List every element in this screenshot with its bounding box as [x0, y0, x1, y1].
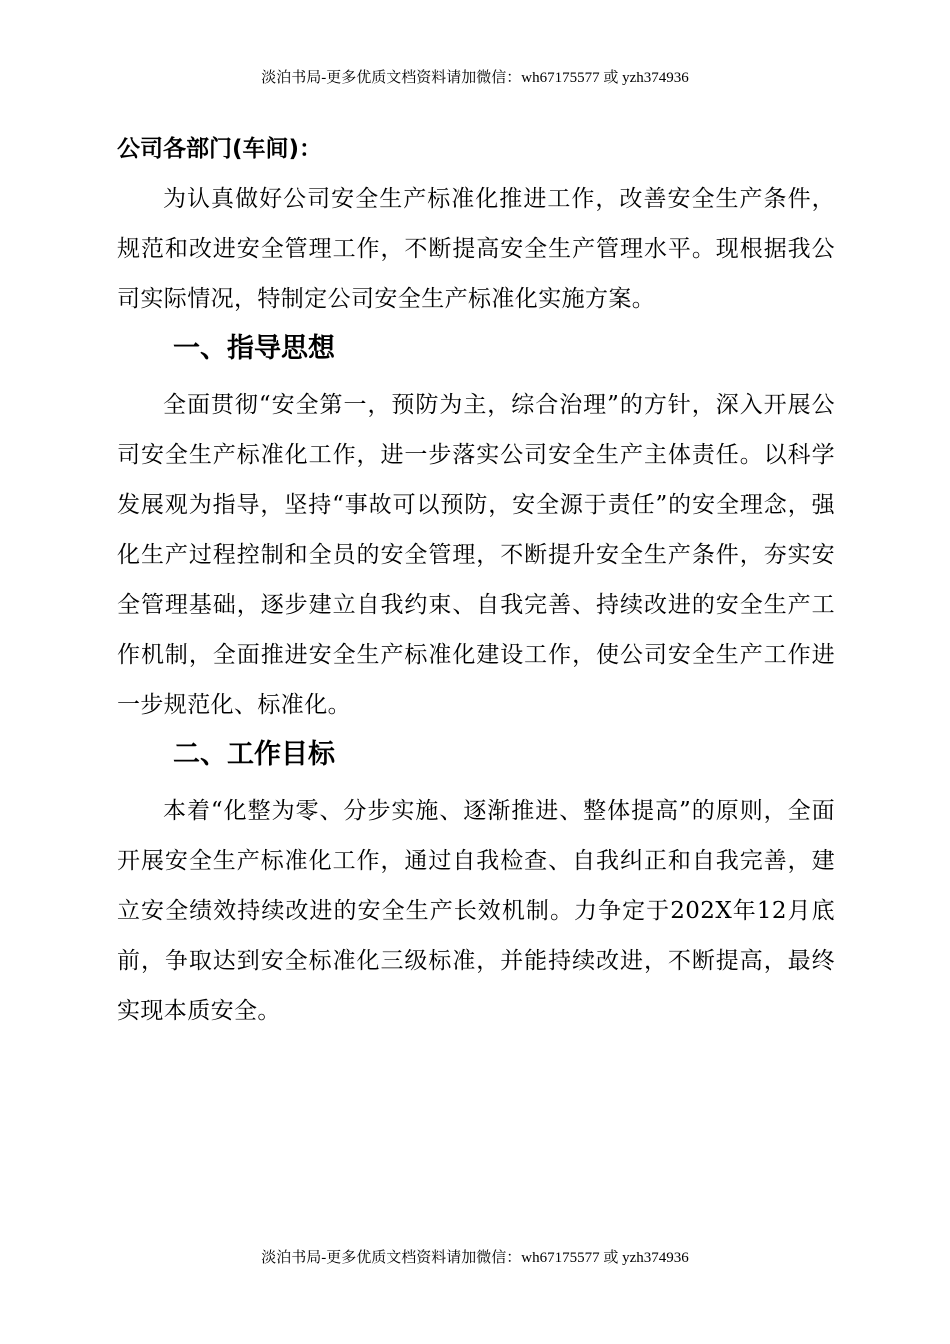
page-footer: 淡泊书局-更多优质文档资料请加微信：wh67175577 或 yzh374936 [261, 1250, 689, 1266]
section-heading-guiding-ideology: 一、指导思想 [173, 333, 335, 364]
intro-paragraph: 为认真做好公司安全生产标准化推进工作，改善安全生产条件，规范和改进安全管理工作，不断提高安全生产管理水平。现根据我公司实际情况，特制定公司安全生产标准化实施方案。 [117, 186, 835, 312]
section-heading-work-goals: 二、工作目标 [173, 739, 335, 770]
section-body-guiding-ideology: 全面贯彻“安全第一，预防为主，综合治理”的方针，深入开展公司安全生产标准化工作，进一步落实公司安全生产主体责任。以科学发展观为指导，坚持“事故可以预防，安全源于责任”的安全理念，强化生产过程控制和全员的安全管理，不断提升安全生产条件，夯实安全管理基础，逐步建立自我约束、自我完善、持续改进的安全生产工作机制，全面推进安全生产标准化建设工作，使公司安全生产工作进一步规范化、标准化。 [117, 392, 835, 718]
salutation: 公司各部门(车间)： [117, 136, 323, 162]
document-body [117, 124, 835, 1036]
page-header: 淡泊书局-更多优质文档资料请加微信：wh67175577 或 yzh374936 [261, 70, 689, 86]
section-body-work-goals: 本着“化整为零、分步实施、逐渐推进、整体提高”的原则，全面开展安全生产标准化工作，通过自我检查、自我纠正和自我完善，建立安全绩效持续改进的安全生产长效机制。力争定于202X年12月底前，争取达到安全标准化三级标准，并能持续改进，不断提高，最终实现本质安全。 [117, 798, 835, 1024]
